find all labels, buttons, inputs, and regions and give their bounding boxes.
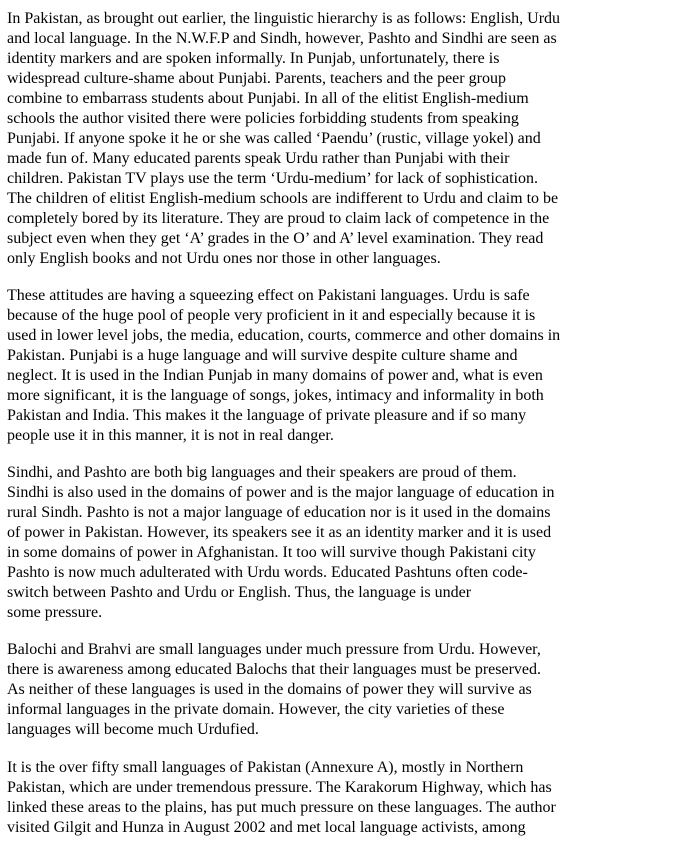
paragraph-squeezing-effect (7, 286, 697, 446)
text-line: people use it in this manner, it is not in real danger. (7, 427, 334, 444)
text-line: It is the over fifty small languages of Pakistan (Annexure A), mostly in Northern (7, 759, 524, 776)
text-line: Pakistan, which are under tremendous pressure. The Karakorum Highway, which has (7, 779, 552, 796)
text-line: combine to embarrass students about Punjabi. In all of the elitist English-medium (7, 90, 529, 107)
text-line: only English books and not Urdu ones nor those in other languages. (7, 250, 441, 267)
text-line: Pashto is now much adulterated with Urdu words. Educated Pashtuns often code- (7, 564, 528, 581)
text-line: switch between Pashto and Urdu or English. Thus, the language is under (7, 584, 472, 601)
text-line: visited Gilgit and Hunza in August 2002 and met local language activists, among (7, 819, 526, 836)
text-line: languages will become much Urdufied. (7, 721, 259, 738)
text-line: As neither of these languages is used in the domains of power they will survive as (7, 681, 532, 698)
text-line: neglect. It is used in the Indian Punjab in many domains of power and, what is even (7, 367, 543, 384)
text-line: some pressure. (7, 604, 103, 621)
text-line: These attitudes are having a squeezing effect on Pakistani languages. Urdu is safe (7, 287, 530, 304)
text-line: Pakistan. Punjabi is a huge language and will survive despite culture shame and (7, 347, 518, 364)
paragraph-small-languages (7, 758, 697, 838)
text-line: subject even when they get ‘A’ grades in the O’ and A’ level examination. They read (7, 230, 544, 247)
text-line: because of the huge pool of people very proficient in it and especially because it is (7, 307, 536, 324)
text-line: made fun of. Many educated parents speak Urdu rather than Punjabi with their (7, 150, 510, 167)
text-line: Sindhi, and Pashto are both big languages and their speakers are proud of them. (7, 464, 517, 481)
text-line: In Pakistan, as brought out earlier, the linguistic hierarchy is as follows: English, Urdu (7, 10, 561, 27)
text-line: Pakistan and India. This makes it the language of private pleasure and if so many (7, 407, 527, 424)
text-line: and local language. In the N.W.F.P and Sindh, however, Pashto and Sindhi are seen as (7, 30, 557, 47)
text-line: linked these areas to the plains, has put much pressure on these languages. The author (7, 799, 556, 816)
text-line: in some domains of power in Afghanistan. It too will survive though Pakistani city (7, 544, 536, 561)
paragraph-punjabi-culture-shame (7, 9, 697, 269)
paragraph-sindhi-pashto (7, 463, 697, 623)
text-line: used in lower level jobs, the media, education, courts, commerce and other domains in (7, 327, 561, 344)
text-line: there is awareness among educated Balochs that their languages must be preserved. (7, 661, 542, 678)
text-line: rural Sindh. Pashto is not a major language of education nor is it used in the domains (7, 504, 551, 521)
paragraph-balochi-brahvi (7, 640, 697, 740)
text-line: Balochi and Brahvi are small languages under much pressure from Urdu. However, (7, 641, 541, 658)
text-line: completely bored by its literature. They are proud to claim lack of competence in the (7, 210, 550, 227)
text-line: schools the author visited there were policies forbidding students from speaking (7, 110, 519, 127)
text-line: Punjabi. If anyone spoke it he or she was called ‘Paendu’ (rustic, village yokel) and (7, 130, 541, 147)
text-line: informal languages in the private domain. However, the city varieties of these (7, 701, 505, 718)
text-line: more significant, it is the language of songs, jokes, intimacy and informality in both (7, 387, 544, 404)
text-line: The children of elitist English-medium schools are indifferent to Urdu and claim to be (7, 190, 559, 207)
text-line: children. Pakistan TV plays use the term ‘Urdu-medium’ for lack of sophistication. (7, 170, 538, 187)
text-line: identity markers and are spoken informally. In Punjab, unfortunately, there is (7, 50, 500, 67)
text-line: widespread culture-shame about Punjabi. Parents, teachers and the peer group (7, 70, 506, 87)
text-line: of power in Pakistan. However, its speakers see it as an identity marker and it is used (7, 524, 552, 541)
text-line: Sindhi is also used in the domains of power and is the major language of education in (7, 484, 555, 501)
